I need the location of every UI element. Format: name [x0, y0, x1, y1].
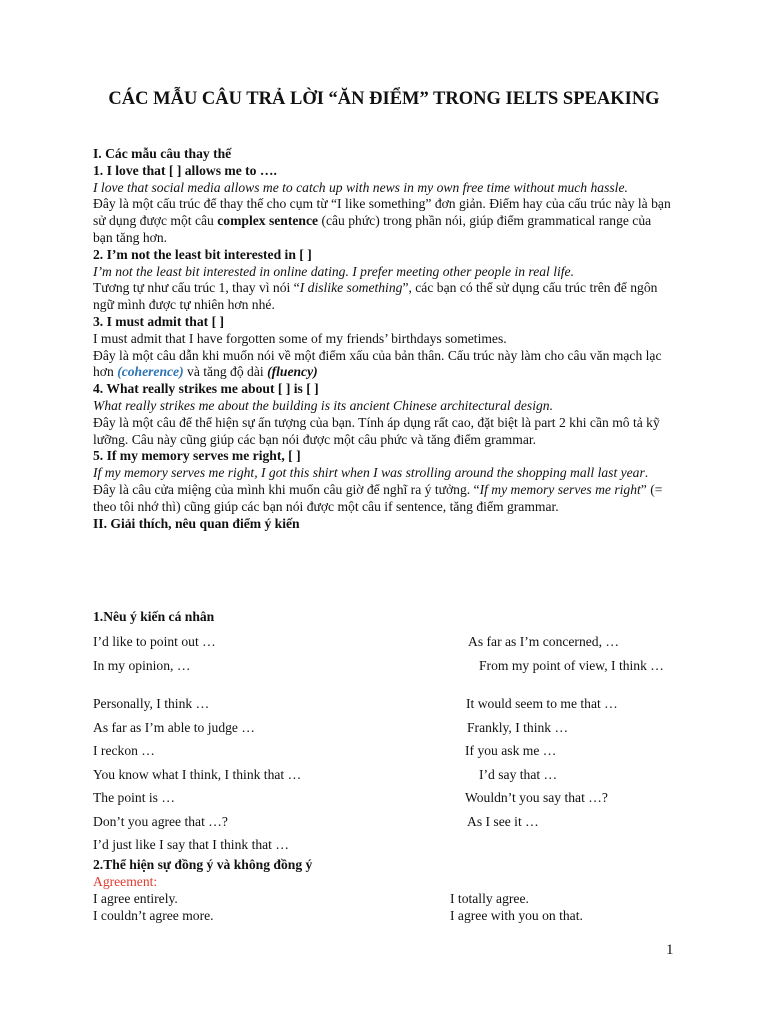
agreement-label: Agreement: — [93, 873, 158, 889]
example-text: If my memory serves me right, I got this shirt when I was strolling around the shopping mall last year — [93, 465, 645, 481]
phrase-row — [93, 790, 683, 814]
phrase-left: I’d like to point out … — [93, 634, 216, 649]
explanation-text: và tăng độ dài — [183, 364, 268, 380]
phrase-row — [93, 696, 683, 720]
explanation-text: ” (= theo tôi nhớ thì) cũng giúp các bạn nói được một câu if sentence, tăng điểm grammar. — [93, 481, 663, 514]
phrase-right: I’d say that … — [479, 766, 558, 782]
subsection-1-title: 1.Nêu ý kiến cá nhân — [93, 609, 215, 624]
phrase-right: It would seem to me that … — [466, 696, 618, 711]
explanation-text: Đây là một câu dẫn khi muốn nói về một điểm xấu của bản thân. Cấu trúc này làm cho câu văn mạch lạc hơn — [93, 347, 662, 380]
subsection-2 — [93, 857, 683, 925]
explanation-italic-term: If my memory serves me right — [479, 481, 641, 497]
phrase-left: You know what I think, I think that … — [93, 766, 302, 782]
agreement-right: I totally agree. — [450, 890, 529, 906]
phrase-right: Frankly, I think … — [467, 719, 569, 735]
structure-5-heading: 5. If my memory serves me right, [ ] — [93, 448, 301, 464]
explanation-text: ”, các bạn có thể sử dụng cấu trúc trên để ngôn ngữ mình được tự nhiên hơn nhé. — [93, 280, 658, 313]
phrase-left: Personally, I think … — [93, 696, 210, 711]
phrase-right: As far as I’m concerned, … — [468, 634, 619, 649]
agreement-row — [93, 908, 683, 925]
agreement-row — [93, 891, 683, 908]
explanation-text: Đây là một cấu trúc để thay thế cho cụm từ “I like something” đơn giản. Điểm hay của cấu trúc này là bạn sử dụng được một câu — [93, 196, 671, 229]
structure-2-heading: 2. I’m not the least bit interested in [ ] — [93, 246, 312, 262]
structure-5-example — [93, 465, 673, 482]
phrase-row-spacer — [93, 681, 683, 696]
explanation-text: Tương tự như cấu trúc 1, thay vì nói “ — [93, 280, 300, 296]
phrase-row — [93, 720, 683, 744]
structure-1-example: I love that social media allows me to catch up with news in my own free time without much hassle. — [93, 179, 628, 195]
phrase-right: Wouldn’t you say that …? — [465, 790, 608, 805]
structure-4-heading: 4. What really strikes me about [ ] is [ ] — [93, 381, 319, 397]
fluency-term: (fluency) — [267, 364, 318, 380]
opinion-phrase-list — [93, 634, 683, 861]
phrase-right: From my point of view, I think … — [479, 657, 664, 673]
structure-2-explanation — [93, 280, 673, 314]
structure-4-explanation: Đây là một câu để thể hiện sự ấn tượng của bạn. Tính áp dụng rất cao, đặt biệt là part 2 khi cần mô tả kỹ lưỡng. Câu này cũng giúp các bạn nói được một câu phức và tăng điểm grammar. — [93, 414, 660, 447]
phrase-row — [93, 658, 683, 682]
structure-2-example: I’m not the least bit interested in online dating. I prefer meeting other people in real life. — [93, 263, 574, 279]
subsection-2-title: 2.Thể hiện sự đồng ý và không đồng ý — [93, 857, 313, 872]
section-2-heading: II. Giải thích, nêu quan điểm ý kiến — [93, 515, 300, 531]
agreement-right: I agree with you on that. — [450, 907, 583, 923]
subsection-1-heading — [93, 609, 683, 626]
phrase-row — [93, 743, 683, 767]
explanation-bold-term: complex sentence — [217, 213, 319, 229]
structure-3-heading: 3. I must admit that [ ] — [93, 313, 225, 329]
phrase-row — [93, 767, 683, 791]
section-1-heading: I. Các mẫu câu thay thế — [93, 146, 232, 161]
structure-5-explanation — [93, 482, 673, 516]
structure-1-heading: 1. I love that [ ] allows me to …. — [93, 162, 277, 178]
example-period: . — [644, 465, 649, 481]
phrase-right: As I see it … — [467, 813, 539, 829]
explanation-text: (câu phức) trong phần nói, giúp điểm grammatical range của bạn tăng hơn. — [93, 213, 652, 245]
page-number: 1 — [666, 942, 674, 958]
phrase-row — [93, 814, 683, 838]
phrase-left: I reckon … — [93, 743, 155, 758]
section-1 — [93, 146, 673, 532]
explanation-italic-term: I dislike something — [299, 280, 403, 296]
phrase-left: The point is … — [93, 790, 175, 805]
phrase-left: As far as I’m able to judge … — [93, 719, 255, 735]
explanation-text: Đây là câu cửa miệng của mình khi muốn câu giờ để nghĩ ra ý tưởng. “ — [93, 481, 480, 497]
structure-3-explanation — [93, 348, 673, 382]
page-title: CÁC MẪU CÂU TRẢ LỜI “ĂN ĐIỂM” TRONG IELTS SPEAKING — [108, 89, 660, 109]
structure-3-example: I must admit that I have forgotten some of my friends’ birthdays sometimes. — [93, 330, 507, 346]
phrase-left: Don’t you agree that …? — [93, 813, 228, 829]
phrase-left: I’d just like I say that I think that … — [93, 837, 289, 852]
structure-4-example: What really strikes me about the building is its ancient Chinese architectural design. — [93, 397, 553, 413]
phrase-row — [93, 634, 683, 658]
agreement-left: I couldn’t agree more. — [93, 907, 214, 923]
agreement-left: I agree entirely. — [93, 890, 178, 906]
structure-1-explanation — [93, 196, 673, 246]
phrase-left: In my opinion, … — [93, 657, 191, 673]
phrase-right: If you ask me … — [465, 743, 557, 758]
coherence-term: (coherence) — [117, 364, 184, 380]
